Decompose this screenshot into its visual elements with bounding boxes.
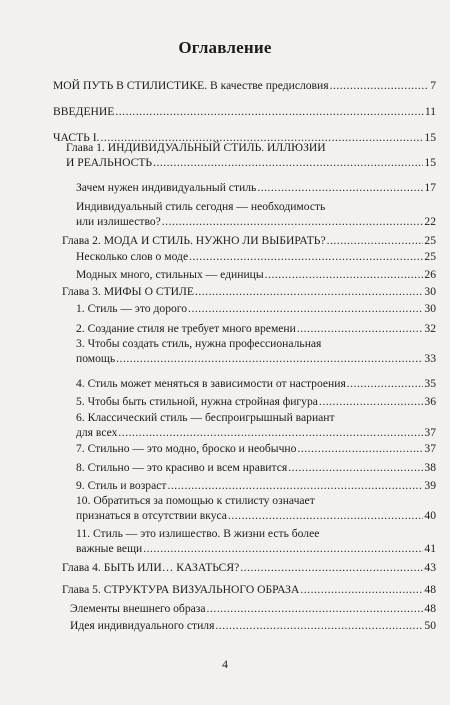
toc-entry — [76, 478, 436, 493]
page-number: 4 — [222, 657, 228, 671]
toc-entry-title-line: 11. Стиль — это излишество. В жизни есть более — [76, 527, 320, 540]
toc-entry — [76, 394, 436, 409]
toc-entry-title: или излишество? — [76, 215, 161, 228]
toc-entry-title: 7. Стильно — это модно, броско и необычно — [76, 442, 297, 455]
toc-entry-title: Идея индивидуального стиля — [70, 619, 215, 632]
toc-entry-title: 4. Стиль может меняться в зависимости от настроения — [76, 377, 346, 390]
toc-entry-title: 9. Стиль и возраст — [76, 479, 167, 492]
toc-entry — [76, 336, 436, 366]
toc-entry-page: 40 — [424, 509, 436, 522]
toc-entry — [76, 493, 436, 523]
toc-entry-title: Глава 3. МИФЫ О СТИЛЕ — [62, 285, 194, 298]
toc-entry — [76, 321, 436, 336]
toc-entry-title: для всех — [76, 426, 118, 439]
toc-entry — [62, 582, 436, 597]
toc-entry-page: 39 — [424, 479, 436, 492]
toc-entry — [76, 441, 436, 456]
toc-entry-page: 25 — [424, 234, 436, 247]
toc-entry — [62, 284, 436, 299]
toc-entry-title-line: Индивидуальный стиль сегодня — необходимость — [76, 200, 326, 213]
toc-entry-title: 1. Стиль — это дорого — [76, 302, 188, 315]
toc-entry-page: 41 — [424, 542, 436, 555]
toc-entry-title: Модных много, стильных — единицы — [76, 268, 264, 281]
toc-entry-page: 48 — [424, 602, 436, 615]
toc-entry — [76, 376, 436, 391]
toc-entry-page: 7 — [430, 79, 436, 92]
toc-entry — [66, 140, 436, 170]
toc-entry-title: ВВЕДЕНИЕ — [53, 105, 115, 118]
toc-entry-title: помощь — [76, 352, 116, 365]
toc-entry-page: 15 — [424, 131, 436, 144]
toc-entry-title: Элементы внешнего образа — [70, 602, 206, 615]
toc-entry — [62, 560, 436, 575]
toc-entry-title-line: 10. Обратиться за помощью к стилисту означает — [76, 494, 315, 507]
toc-entry-page: 35 — [424, 377, 436, 390]
toc-entry-page: 17 — [424, 181, 436, 194]
toc-entry-title: Несколько слов о моде — [76, 250, 189, 263]
toc-entry — [76, 199, 436, 229]
toc-entry — [70, 618, 436, 633]
toc-entry — [76, 460, 436, 475]
toc-entry-title: 2. Создание стиля не требует много времени — [76, 322, 296, 335]
toc-entry-page: 38 — [424, 461, 436, 474]
toc-entry-title: признаться в отсутствии вкуса — [76, 509, 227, 522]
toc-entry — [76, 301, 436, 316]
toc-entry — [62, 233, 436, 248]
toc-entry-page: 15 — [424, 156, 436, 169]
toc-entry-title: Глава 2. МОДА И СТИЛЬ. НУЖНО ЛИ ВЫБИРАТЬ? — [62, 234, 326, 247]
toc-entry-page: 33 — [424, 352, 436, 365]
toc-entry-page: 11 — [424, 105, 436, 118]
toc-entry-page: 48 — [424, 583, 436, 596]
toc-entry-title: ЧАСТЬ I. — [53, 131, 100, 144]
toc-entry-page: 26 — [424, 268, 436, 281]
toc-entry-page: 30 — [424, 302, 436, 315]
toc-entry-title: важные вещи — [76, 542, 143, 555]
toc-entry-page: 30 — [424, 285, 436, 298]
toc-entry — [53, 78, 436, 93]
toc-entry-title-line: 6. Классический стиль — беспроигрышный вариант — [76, 411, 335, 424]
page-title: Оглавление — [178, 38, 272, 57]
toc-entry — [76, 180, 436, 195]
toc-entry-title: 8. Стильно — это красиво и всем нравится — [76, 461, 288, 474]
toc-entry-page: 32 — [424, 322, 436, 335]
toc-entry-title-line: Глава 1. ИНДИВИДУАЛЬНЫЙ СТИЛЬ. ИЛЛЮЗИИ — [66, 141, 326, 154]
toc-entry-page: 37 — [424, 442, 436, 455]
toc-entry-title: Глава 4. БЫТЬ ИЛИ… КАЗАТЬСЯ? — [62, 561, 240, 574]
toc-entry-page: 36 — [424, 395, 436, 408]
toc-entry-page: 25 — [424, 250, 436, 263]
toc-entry-title: И РЕАЛЬНОСТЬ — [66, 156, 153, 169]
toc-entry-page: 22 — [424, 215, 436, 228]
toc-entry — [76, 526, 436, 556]
toc-entry — [76, 410, 436, 440]
toc-entry — [53, 104, 436, 119]
toc-entry-title: Глава 5. СТРУКТУРА ВИЗУАЛЬНОГО ОБРАЗА — [62, 583, 300, 596]
toc-entry — [76, 249, 436, 264]
toc-entry — [76, 267, 436, 282]
toc-entry-title: МОЙ ПУТЬ В СТИЛИСТИКЕ. В качестве предисловия — [53, 79, 329, 92]
toc-entry-page: 50 — [424, 619, 436, 632]
toc-entry — [70, 601, 436, 616]
toc-entry-title: 5. Чтобы быть стильной, нужна стройная фигура — [76, 395, 318, 408]
toc-entry-title-line: 3. Чтобы создать стиль, нужна профессиональная — [76, 337, 322, 350]
toc-entry-page: 37 — [424, 426, 436, 439]
toc-entry-page: 43 — [424, 561, 436, 574]
toc-entry-title: Зачем нужен индивидуальный стиль — [76, 181, 257, 194]
